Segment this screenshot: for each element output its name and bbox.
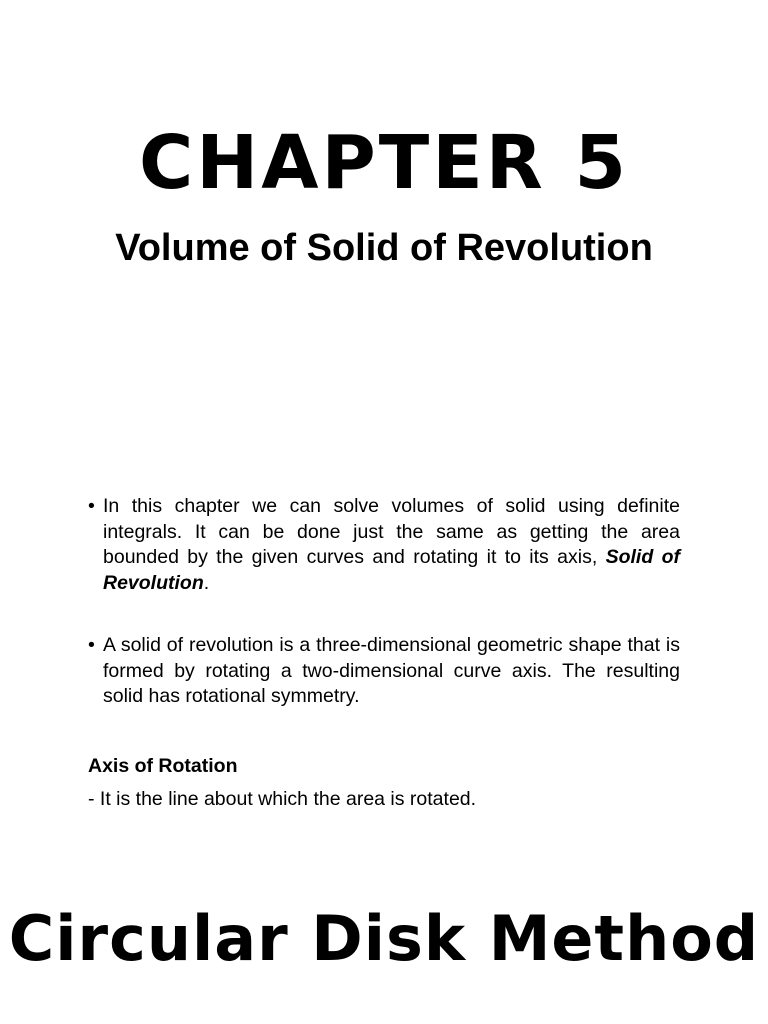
bullet-item	[88, 633, 680, 710]
axis-definition: - It is the line about which the area is rotated.	[88, 788, 477, 810]
chapter-subtitle: Volume of Solid of Revolution	[115, 227, 653, 269]
section-title: Circular Disk Method	[8, 902, 760, 975]
bullet-text: A solid of revolution is a three-dimensional geometric shape that is formed by rotating a two-dimensional curve axis. The resulting solid has rotational symmetry.	[103, 634, 680, 707]
bullet-end: .	[203, 571, 210, 594]
bullet-emphasis: Solid of Revolution	[103, 546, 680, 594]
bullet-marker: •	[88, 495, 95, 517]
bullet-list	[88, 494, 680, 747]
bullet-text: In this chapter we can solve volumes of solid using definite integrals. It can be done just the same as getting the area bounded by the given curves and rotating it to its axis,	[103, 495, 680, 568]
bullet-item	[88, 494, 680, 596]
chapter-title: CHAPTER 5	[138, 120, 629, 206]
bullet-marker: •	[88, 634, 95, 656]
axis-heading: Axis of Rotation	[88, 755, 238, 777]
